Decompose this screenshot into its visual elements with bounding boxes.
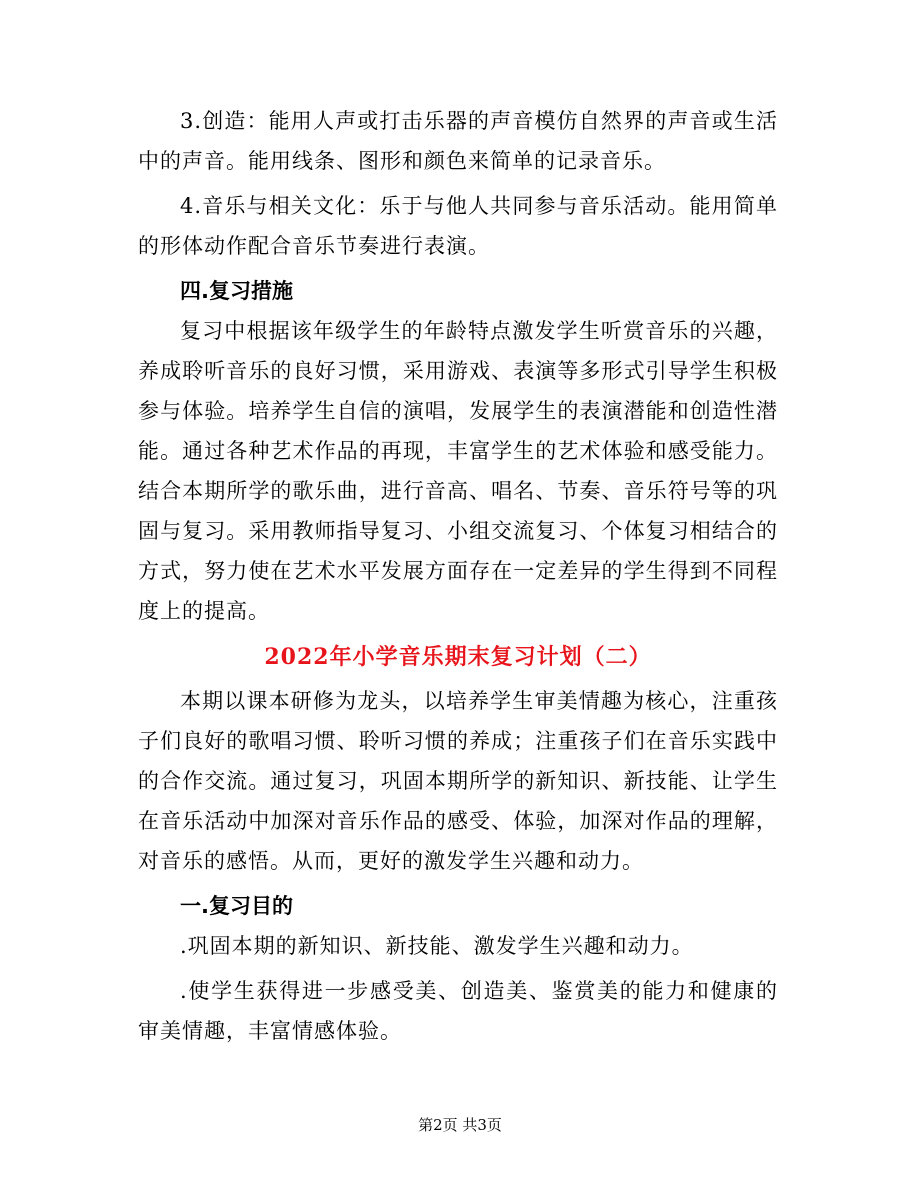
paragraph-intro: 本期以课本研修为龙头，以培养学生审美情趣为核心，注重孩子们良好的歌唱习惯、聆听习惯的养成；注重孩子们在音乐实践中的合作交流。通过复习，巩固本期所学的新知识、新技能、让学生在音乐活动中加深对音乐作品的感受、体验，加深对作品的理解，对音乐的感悟。从而，更好的激发学生兴趣和动力。 xyxy=(138,689,778,873)
section-title: 2022年小学音乐期末复习计划（二） xyxy=(264,644,652,670)
paragraph-review-measures: 复习中根据该年级学生的年龄特点激发学生听赏音乐的兴趣，养成聆听音乐的良好习惯，采用游戏、表演等多形式引导学生积极参与体验。培养学生自信的演唱，发展学生的表演潜能和创造性潜能。通过各种艺术作品的再现，丰富学生的艺术体验和感受能力。结合本期所学的歌乐曲，进行音高、唱名、节奏、音乐符号等的巩固与复习。采用教师指导复习、小组交流复习、个体复习相结合的方式，努力使在艺术水平发展方面存在一定差异的学生得到不同程度上的提高。 xyxy=(138,319,778,623)
heading-review-goals: 一.复习目的 xyxy=(180,894,293,918)
page-number: 第2页 共3页 xyxy=(418,1116,502,1134)
paragraph-creation: 3.创造：能用人声或打击乐器的声音模仿自然界的声音或生活中的声音。能用线条、图形和颜色来简单的记录音乐。 xyxy=(138,109,778,173)
goal-item-2: .使学生获得进一步感受美、创造美、鉴赏美的能力和健康的审美情趣，丰富情感体验。 xyxy=(138,979,778,1043)
paragraph-music-culture: 4.音乐与相关文化：乐于与他人共同参与音乐活动。能用简单的形体动作配合音乐节奏进行表演。 xyxy=(138,194,778,258)
goal-item-1: .巩固本期的新知识、新技能、激发学生兴趣和动力。 xyxy=(180,934,694,958)
document-body xyxy=(138,101,778,1051)
heading-review-measures: 四.复习措施 xyxy=(180,279,293,303)
